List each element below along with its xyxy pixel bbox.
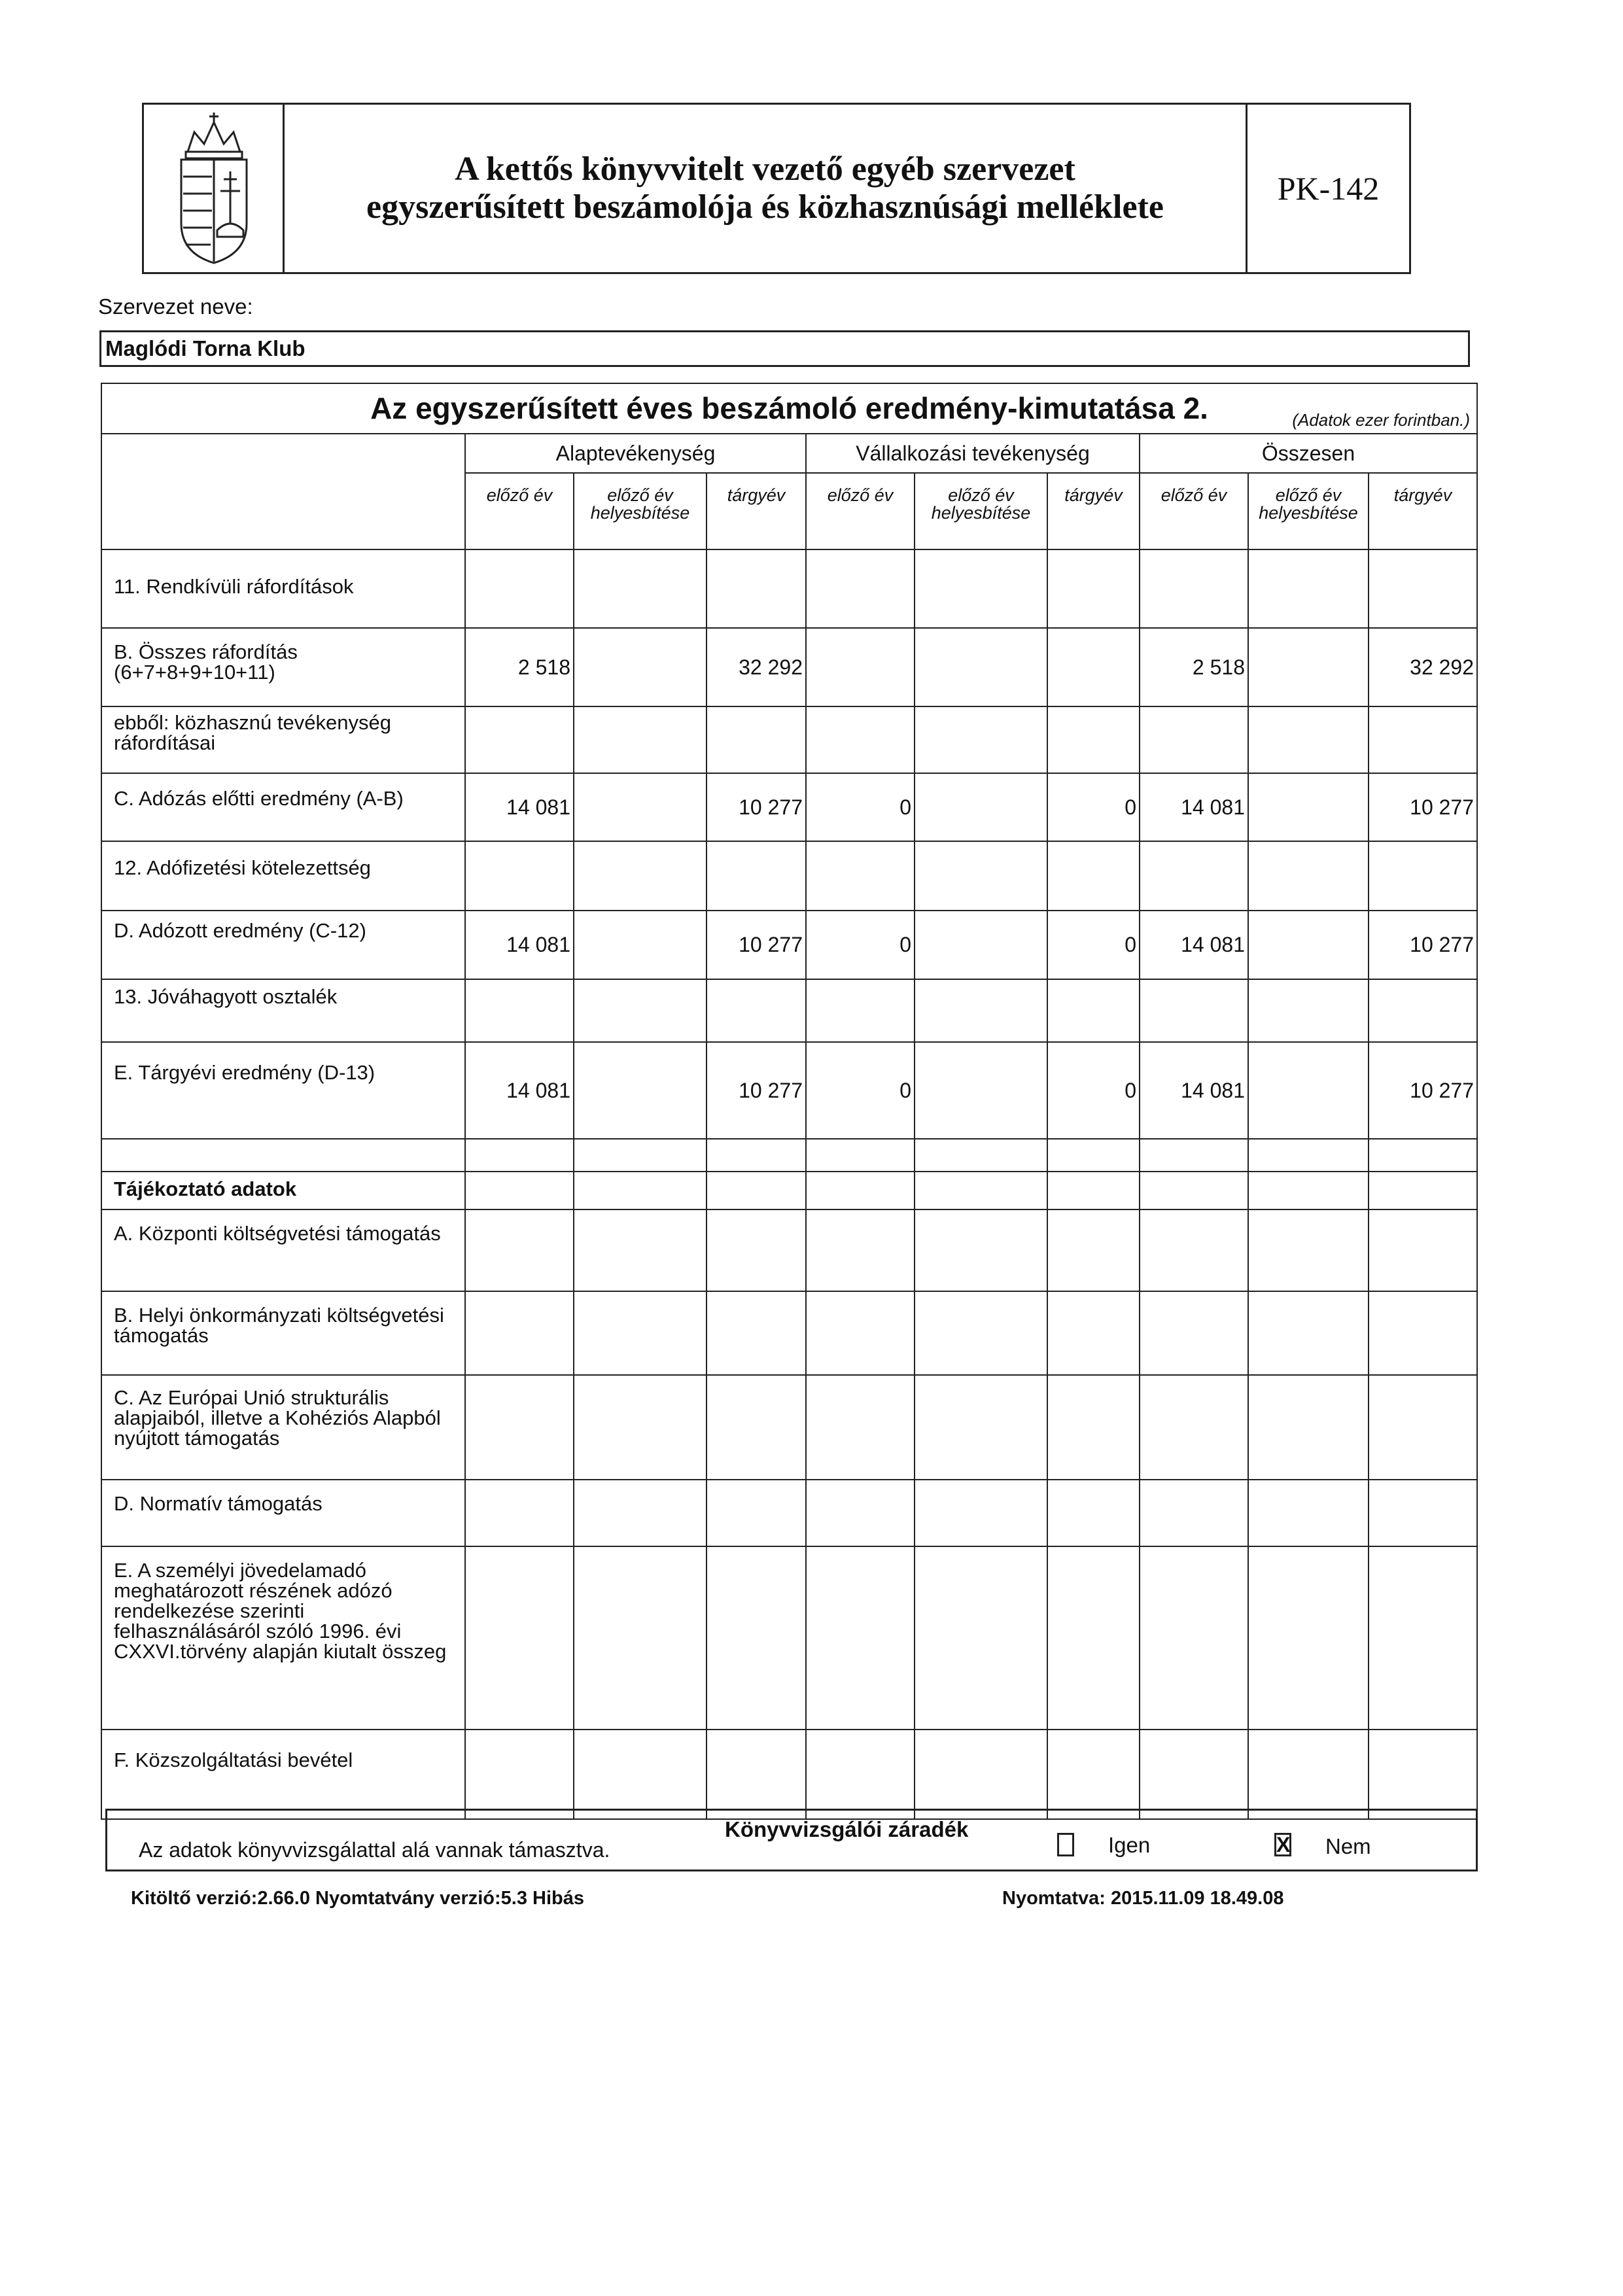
value-cell — [1369, 706, 1477, 773]
value-cell — [574, 706, 707, 773]
audit-yes-label: Igen — [1108, 1833, 1151, 1857]
value-cell: 14 081 — [1140, 1042, 1248, 1139]
value-cell — [1140, 706, 1248, 773]
value-cell: 0 — [806, 911, 915, 979]
audit-statement: Az adatok könyvvizsgálattal alá vannak támasztva. — [139, 1838, 610, 1862]
value-cell — [806, 706, 915, 773]
value-cell: 14 081 — [1140, 911, 1248, 979]
table-row — [101, 773, 1477, 841]
value-cell: 14 081 — [465, 911, 574, 979]
value-cell: 10 277 — [1369, 1042, 1477, 1139]
value-cell: 0 — [1047, 773, 1140, 841]
hungarian-coat-of-arms-icon — [145, 106, 283, 273]
form-title — [285, 105, 1246, 272]
value-cell — [1047, 628, 1140, 706]
column-header-prev-year: előző év — [1140, 473, 1248, 549]
table-row-spacer — [101, 1139, 1477, 1172]
row-label: 12. Adófizetési kötelezettség — [101, 841, 465, 911]
info-row — [101, 1375, 1477, 1480]
group-header-core: Alaptevékenység — [465, 434, 806, 473]
value-cell — [1248, 549, 1369, 628]
value-cell — [1248, 1042, 1369, 1139]
table-row — [101, 628, 1477, 706]
value-cell: 14 081 — [465, 1042, 574, 1139]
value-cell: 2 518 — [465, 628, 574, 706]
value-cell — [1248, 841, 1369, 911]
value-cell — [1248, 628, 1369, 706]
form-code: PK-142 — [1246, 105, 1409, 272]
row-label: B. Összes ráfordítás (6+7+8+9+10+11) — [101, 628, 465, 706]
info-row-label: E. A személyi jövedelamadó meghatározott részének adózó rendelkezése szerinti felhasználásáról szóló 1996. évi CXXVI.törvény alapján kiutalt összeg — [101, 1546, 465, 1730]
table-title-cell — [101, 383, 1477, 434]
info-row-label: B. Helyi önkormányzati költségvetési támogatás — [101, 1291, 465, 1375]
table-row — [101, 911, 1477, 979]
column-header-prev-year: előző év — [806, 473, 915, 549]
value-cell — [465, 549, 574, 628]
value-cell — [1369, 549, 1477, 628]
column-header-prev-year-correction: előző év helyesbítése — [915, 473, 1047, 549]
table-title: Az egyszerűsített éves beszámoló eredmény-kimutatása 2. — [370, 391, 1208, 425]
value-cell — [915, 706, 1047, 773]
audit-no-label: Nem — [1325, 1834, 1371, 1858]
table-row — [101, 549, 1477, 628]
form-title-line-2: egyszerűsített beszámolója és közhasznúsági melléklete — [366, 188, 1164, 226]
row-label: 11. Rendkívüli ráfordítások — [101, 549, 465, 628]
column-header-current-year: tárgyév — [1047, 473, 1140, 549]
value-cell — [1140, 979, 1248, 1042]
value-cell — [1369, 979, 1477, 1042]
audit-clause-title: Könyvvizsgálói záradék — [725, 1817, 969, 1841]
row-label: C. Adózás előtti eredmény (A-B) — [101, 773, 465, 841]
table-row — [101, 841, 1477, 911]
value-cell — [465, 706, 574, 773]
value-cell — [915, 628, 1047, 706]
value-cell — [465, 979, 574, 1042]
info-row-label: C. Az Európai Unió strukturális alapjaiból, illetve a Kohéziós Alapból nyújtott támogatás — [101, 1375, 465, 1480]
filler-version-info: Kitöltő verzió:2.66.0 Nyomtatvány verzió:5.3 Hibás — [131, 1888, 584, 1909]
value-cell: 10 277 — [707, 1042, 806, 1139]
value-cell: 32 292 — [707, 628, 806, 706]
unit-note: (Adatok ezer forintban.) — [1292, 410, 1471, 430]
info-row-label: D. Normatív támogatás — [101, 1480, 465, 1546]
value-cell: 10 277 — [1369, 911, 1477, 979]
audit-no-checkbox[interactable]: X — [1274, 1833, 1291, 1856]
value-cell — [1369, 841, 1477, 911]
value-cell: 2 518 — [1140, 628, 1248, 706]
value-cell: 0 — [806, 1042, 915, 1139]
value-cell — [1047, 979, 1140, 1042]
value-cell — [806, 628, 915, 706]
value-cell: 0 — [806, 773, 915, 841]
value-cell — [574, 549, 707, 628]
value-cell — [1140, 841, 1248, 911]
income-statement-table — [101, 383, 1478, 1820]
value-cell — [707, 706, 806, 773]
value-cell: 14 081 — [1140, 773, 1248, 841]
value-cell: 10 277 — [707, 911, 806, 979]
value-cell — [707, 979, 806, 1042]
organization-label: Szervezet neve: — [98, 294, 253, 319]
value-cell — [806, 841, 915, 911]
info-row — [101, 1291, 1477, 1375]
column-header-prev-year-correction: előző év helyesbítése — [1248, 473, 1369, 549]
info-row-label: A. Központi költségvetési támogatás — [101, 1209, 465, 1291]
value-cell — [915, 549, 1047, 628]
group-header-business: Vállalkozási tevékenység — [806, 434, 1140, 473]
value-cell — [574, 911, 707, 979]
info-row-label: F. Közszolgáltatási bevétel — [101, 1730, 465, 1819]
row-label: E. Tárgyévi eredmény (D-13) — [101, 1042, 465, 1139]
value-cell: 10 277 — [707, 773, 806, 841]
value-cell — [806, 549, 915, 628]
value-cell — [915, 773, 1047, 841]
value-cell — [915, 911, 1047, 979]
table-row — [101, 706, 1477, 773]
form-header — [142, 103, 1411, 274]
column-header-current-year: tárgyév — [1369, 473, 1477, 549]
print-timestamp: Nyomtatva: 2015.11.09 18.49.08 — [1002, 1888, 1284, 1909]
value-cell — [465, 841, 574, 911]
value-cell — [806, 979, 915, 1042]
value-cell — [915, 1042, 1047, 1139]
organization-name-field[interactable]: Maglódi Torna Klub — [99, 330, 1470, 367]
value-cell — [574, 979, 707, 1042]
info-row — [101, 1546, 1477, 1730]
row-label: D. Adózott eredmény (C-12) — [101, 911, 465, 979]
row-label: 13. Jóváhagyott osztalék — [101, 979, 465, 1042]
form-title-line-1: A kettős könyvvitelt vezető egyéb szervezet — [455, 150, 1075, 188]
value-cell: 0 — [1047, 1042, 1140, 1139]
column-header-prev-year: előző év — [465, 473, 574, 549]
value-cell: 32 292 — [1369, 628, 1477, 706]
audit-yes-checkbox[interactable] — [1057, 1833, 1074, 1856]
value-cell — [707, 841, 806, 911]
value-cell — [1047, 841, 1140, 911]
value-cell — [1248, 706, 1369, 773]
crest-cell — [144, 105, 285, 272]
value-cell: 10 277 — [1369, 773, 1477, 841]
value-cell — [707, 549, 806, 628]
value-cell — [1047, 549, 1140, 628]
value-cell — [1047, 706, 1140, 773]
value-cell: 14 081 — [465, 773, 574, 841]
value-cell — [915, 841, 1047, 911]
value-cell — [574, 1042, 707, 1139]
header-blank-cell — [101, 434, 465, 549]
value-cell — [574, 773, 707, 841]
group-header-total: Összesen — [1140, 434, 1477, 473]
value-cell — [1248, 979, 1369, 1042]
value-cell: 0 — [1047, 911, 1140, 979]
column-header-prev-year-correction: előző év helyesbítése — [574, 473, 707, 549]
value-cell — [1248, 773, 1369, 841]
table-row — [101, 1042, 1477, 1139]
info-row — [101, 1480, 1477, 1546]
row-label: ebből: közhasznú tevékenység ráfordításai — [101, 706, 465, 773]
value-cell — [915, 979, 1047, 1042]
info-heading-row — [101, 1172, 1477, 1209]
value-cell — [574, 841, 707, 911]
table-row — [101, 979, 1477, 1042]
audit-clause-box — [105, 1809, 1478, 1871]
column-header-current-year: tárgyév — [707, 473, 806, 549]
info-row — [101, 1730, 1477, 1819]
value-cell — [1140, 549, 1248, 628]
value-cell — [1248, 911, 1369, 979]
info-heading: Tájékoztató adatok — [101, 1172, 465, 1209]
value-cell — [574, 628, 707, 706]
info-row — [101, 1209, 1477, 1291]
